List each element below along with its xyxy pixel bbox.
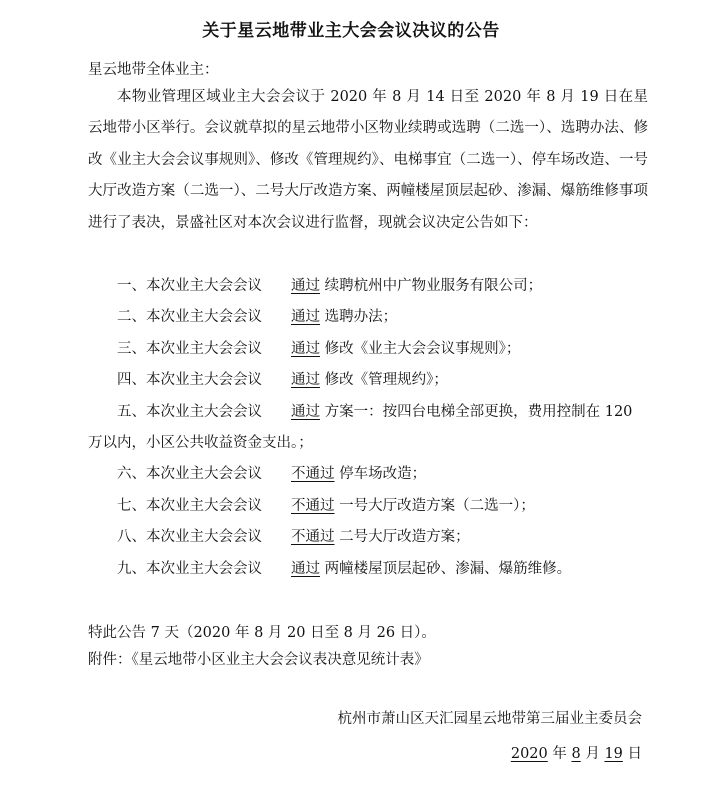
resolution-item: [88, 334, 648, 365]
resolution-content: 修改《业主大会会议事规则》；: [324, 340, 521, 357]
resolution-content: 续聘杭州中广物业服务有限公司；: [324, 278, 543, 294]
salutation: 星云地带全体业主：: [88, 62, 219, 78]
resolution-prefix: 七、本次业主大会会议: [117, 497, 262, 514]
date-year: 2020: [510, 746, 548, 762]
intro-paragraph: 本物业管理区域业主大会会议于 2020 年 8 月 14 日至 2020 年 8 月 19 日在星云地带小区举行。会议就草拟的星云地带小区物业续聘或选聘（二选一）、选聘办法、修改《业主大会会议事规则》、修改《管理规约》、电梯事宜（二选一）、停车场改造、一号大厅改造方案（二选一）、二号大厅改造方案、两幢楼屋顶层起砂、渗漏、爆筋维修事项进行了表决，景盛社区对本次会议进行监督，现就会议决定公告如下：: [88, 89, 648, 231]
resolution-content: 选聘办法；: [324, 309, 398, 326]
resolution-prefix: 六、本次业主大会会议: [117, 466, 262, 483]
resolution-item: [88, 459, 648, 490]
resolution-result: 通过: [291, 403, 320, 420]
resolution-result: 不通过: [291, 466, 335, 483]
resolution-result: 不通过: [291, 497, 335, 514]
notice-period: 特此公告 7 天（2020 年 8 月 20 日至 8 月 26 日）。: [88, 625, 436, 641]
resolution-prefix: 三、本次业主大会会议: [117, 340, 262, 357]
document-title: 关于星云地带业主大会会议决议的公告: [202, 21, 500, 41]
date-month-unit: 月: [585, 746, 600, 762]
resolution-result: 通过: [291, 278, 320, 294]
resolution-content: 修改《管理规约》；: [324, 372, 448, 389]
resolution-prefix: 二、本次业主大会会议: [117, 309, 262, 326]
resolution-result: 通过: [291, 560, 320, 577]
resolution-prefix: 四、本次业主大会会议: [117, 372, 262, 389]
date-year-unit: 年: [552, 746, 567, 762]
resolution-item: [88, 271, 648, 302]
resolution-item: [88, 491, 648, 522]
signature-date: [511, 742, 642, 766]
resolution-prefix: 五、本次业主大会会议: [117, 403, 262, 420]
resolution-result: 通过: [291, 372, 320, 389]
resolution-item: [88, 397, 648, 460]
attachment-line: 附件：《星云地带小区业主大会会议表决意见统计表》: [88, 652, 429, 668]
resolution-list: [88, 271, 648, 585]
resolution-item: [88, 302, 648, 333]
resolution-item: [88, 522, 648, 553]
resolution-content: 方案一：按四台电梯全部更换，费用控制在 120 万以内，小区公共收益资金支出。；: [88, 403, 633, 452]
resolution-content: 停车场改造；: [339, 466, 427, 483]
resolution-result: 通过: [291, 340, 320, 357]
signer: 杭州市萧山区天汇园星云地带第三届业主委员会: [337, 711, 642, 727]
resolution-content: 一号大厅改造方案（二选一）；: [339, 497, 535, 514]
resolution-prefix: 九、本次业主大会会议: [117, 560, 262, 577]
resolution-item: [88, 554, 648, 585]
resolution-prefix: 一、本次业主大会会议: [117, 278, 262, 294]
date-day: 19: [604, 746, 623, 762]
date-month: 8: [571, 746, 581, 762]
resolution-item: [88, 365, 648, 396]
resolution-result: 不通过: [291, 529, 335, 546]
resolution-content: 二号大厅改造方案；: [339, 529, 470, 546]
resolution-result: 通过: [291, 309, 320, 326]
resolution-content: 两幢楼屋顶层起砂、渗漏、爆筋维修。: [324, 560, 572, 577]
resolution-prefix: 八、本次业主大会会议: [117, 529, 262, 546]
date-day-unit: 日: [627, 746, 642, 762]
